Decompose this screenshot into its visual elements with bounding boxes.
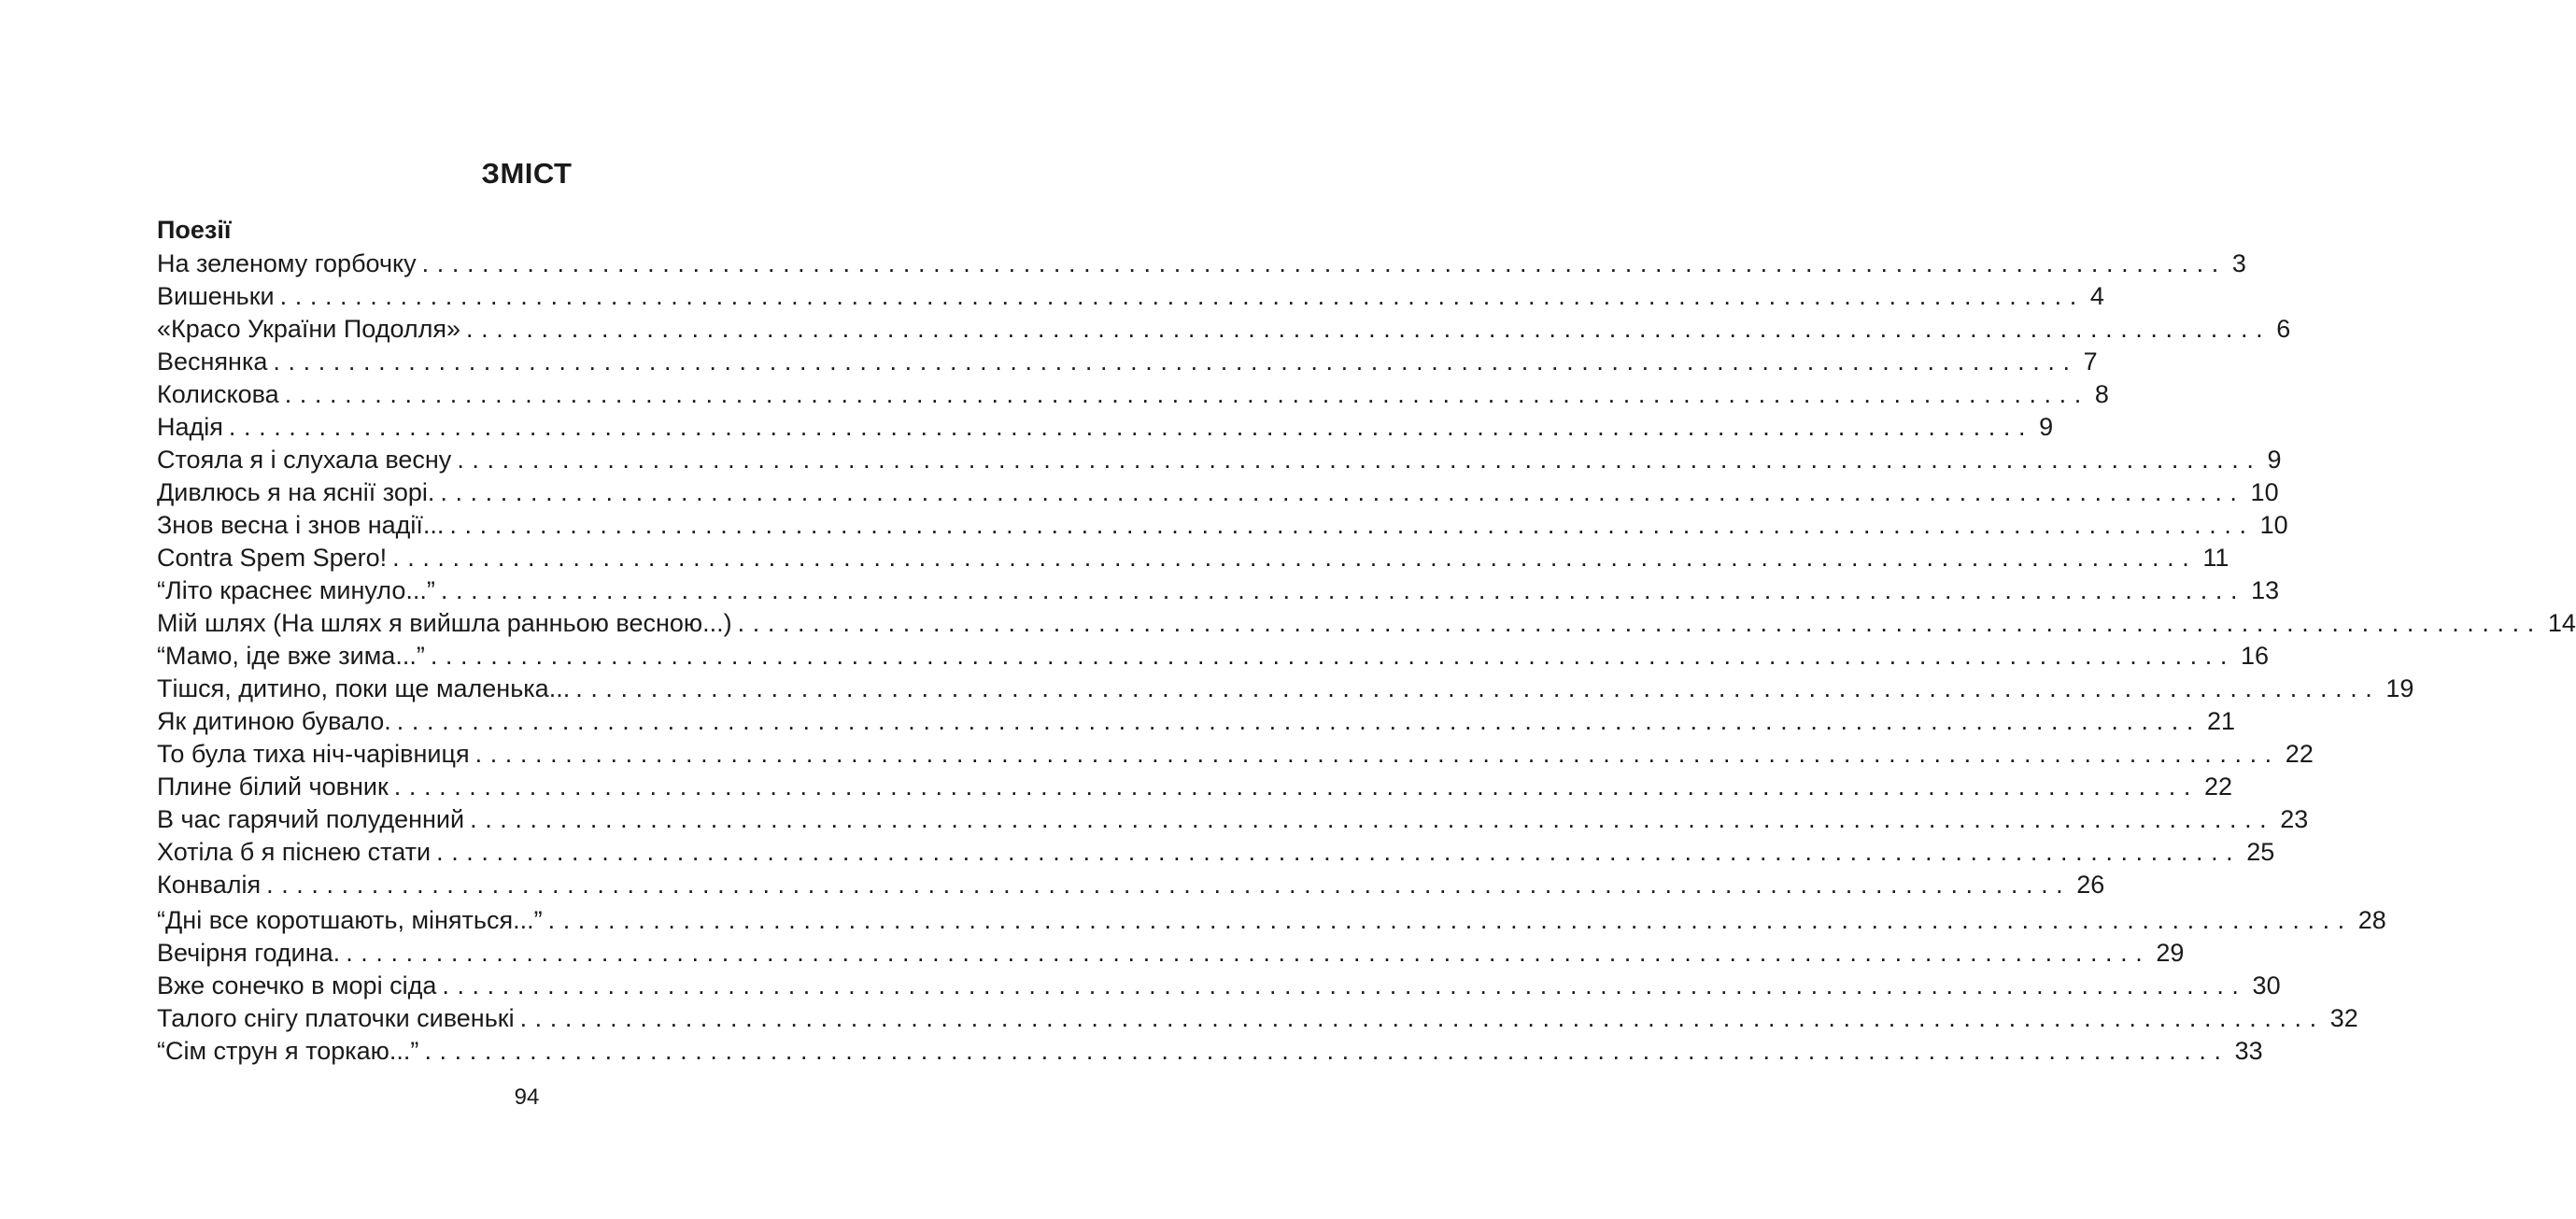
toc-entry [157,476,2279,509]
toc-entry-page: 21 [2206,707,2236,735]
toc-entry-title: Хотіла б я піснею стати [157,838,432,866]
toc-entry-page: 29 [2156,939,2185,967]
toc-entry-page: 6 [2276,315,2291,343]
toc-leader-dots: ........................................................................................................................ [470,805,2275,833]
toc-entry [157,378,2109,411]
toc-entry-title: Надія [157,413,223,441]
toc-entry-title: Дивлюсь я на яснії зорі. [157,478,435,506]
toc-entry-title: “Сім струн я торкаю...” [157,1037,419,1065]
toc-entry-page: 22 [2203,773,2233,801]
toc-entry-title: В час гарячий полуденний [157,805,465,833]
toc-entry-page: 22 [2285,740,2314,768]
toc-leader-dots: ........................................................................................................................ [547,906,2353,934]
toc-entry-page: 25 [2246,838,2275,866]
toc-entry-page: 3 [2231,249,2246,277]
toc-entry-page: 33 [2234,1037,2263,1065]
toc-entry-title: Вишеньки [157,282,275,310]
toc-entry [157,542,2229,574]
toc-entry [157,1035,2263,1068]
toc-entry-title: Мій шлях (На шлях я вийшла ранньою весною...) [157,609,732,637]
toc-leader-dots: ........................................................................................................................ [421,249,2227,277]
toc-entry [157,937,2185,970]
toc-entry-page: 8 [2094,380,2109,408]
toc-leader-dots: ........................................................................................................................ [466,315,2272,343]
toc-entry-page: 7 [2083,347,2098,376]
toc-leader-dots: ........................................................................................................................ [266,871,2072,899]
toc-entry-title: Колискова [157,380,279,408]
toc-leader-dots: ........................................................................................................................ [440,576,2246,604]
toc-leader-dots: ........................................................................................................................ [424,1037,2229,1065]
toc-entry [157,444,2282,476]
toc-entry-page: 23 [2280,805,2309,833]
toc-entry-page: 10 [2259,511,2288,539]
toc-leader-dots: ........................................................................................................................ [346,939,2151,967]
toc-leader-dots: ........................................................................................................................ [393,773,2199,801]
toc-leader-dots: ........................................................................................................................ [273,347,2078,376]
toc-entry-page: 10 [2250,478,2279,506]
toc-leader-dots: ........................................................................................................................ [392,544,2198,572]
toc-entry-page: 26 [2076,871,2105,899]
toc-entry-page: 19 [2385,674,2414,702]
toc-entry [157,836,2275,869]
toc-entry-title: Конвалія [157,871,262,899]
toc-leader-dots: ........................................................................................................................ [396,707,2201,735]
toc-entry-page: 9 [2039,413,2054,441]
toc-leader-dots: ........................................................................................................................ [430,642,2235,670]
toc-entry-page: 4 [2089,282,2104,310]
toc-entry [157,869,2105,901]
toc-entry-title: На зеленому горбочку [157,249,417,277]
toc-entry-page: 14 [2547,609,2576,637]
toc-entry-title: «Красо України Подолля» [157,315,461,343]
toc-leader-dots: ........................................................................................................................ [279,282,2085,310]
toc-entry [157,738,2314,771]
toc-leader-dots: ........................................................................................................................ [284,380,2089,408]
toc-entry-title: “Літо краснеє минуло...” [157,576,435,604]
toc-entry-page: 11 [2202,544,2229,572]
toc-entry [157,607,2576,640]
toc-entry [157,901,2386,937]
toc-entry-title: То була тиха ніч-чарівниця [157,740,470,768]
toc-entry [157,248,2246,280]
toc-entry [157,640,2270,673]
toc-entry-page: 32 [2329,1004,2358,1032]
toc-entry-title: Талого снігу платочки сивенькі [157,1004,515,1032]
toc-leader-dots: ........................................................................................................................ [737,609,2542,637]
toc-entry [157,313,2291,346]
toc-entry-title: Як дитиною бувало. [157,707,391,735]
toc-entry-page: 16 [2241,642,2270,670]
toc-entry-page: 13 [2251,576,2280,604]
table-of-contents [157,248,2576,1068]
section-heading: Поезії [157,216,232,244]
toc-entry [157,411,2054,444]
page-title: ЗМІСТ [481,157,573,190]
toc-entry-title: “Мамо, іде вже зима...” [157,642,425,670]
toc-leader-dots: ........................................................................................................................ [228,413,2034,441]
toc-entry [157,346,2098,378]
toc-entry [157,509,2288,542]
toc-leader-dots: ........................................................................................................................ [436,838,2242,866]
toc-leader-dots: ........................................................................................................................ [474,740,2280,768]
toc-leader-dots: ........................................................................................................................ [457,446,2262,474]
page-number: 94 [514,1084,540,1110]
toc-leader-dots: ........................................................................................................................ [440,478,2245,506]
toc-entry-title: Веснянка [157,347,268,376]
toc-entry-title: Тішся, дитино, поки ще маленька... [157,674,571,702]
toc-leader-dots: ........................................................................................................................ [442,971,2247,999]
toc-entry-page: 30 [2252,971,2281,999]
toc-entry-title: Вечірня година. [157,939,341,967]
toc-entry [157,673,2414,705]
toc-entry-title: “Дні все коротшають, міняться...” [157,906,543,934]
toc-entry [157,970,2281,1002]
toc-entry [157,574,2280,607]
toc-entry [157,280,2104,313]
toc-entry-title: Contra Spem Spero! [157,544,388,572]
toc-entry [157,771,2233,803]
toc-entry [157,705,2236,738]
toc-entry [157,803,2309,836]
toc-entry-page: 28 [2357,906,2386,934]
toc-entry-page: 9 [2267,446,2282,474]
toc-entry [157,1002,2358,1035]
toc-leader-dots: ........................................................................................................................ [449,511,2255,539]
toc-leader-dots: ........................................................................................................................ [575,674,2381,702]
toc-entry-title: Знов весна і знов надії... [157,511,445,539]
toc-leader-dots: ........................................................................................................................ [519,1004,2325,1032]
toc-entry-title: Вже сонечко в морі сіда [157,971,437,999]
toc-entry-title: Плине білий човник [157,773,389,801]
toc-entry-title: Стояла я і слухала весну [157,446,452,474]
